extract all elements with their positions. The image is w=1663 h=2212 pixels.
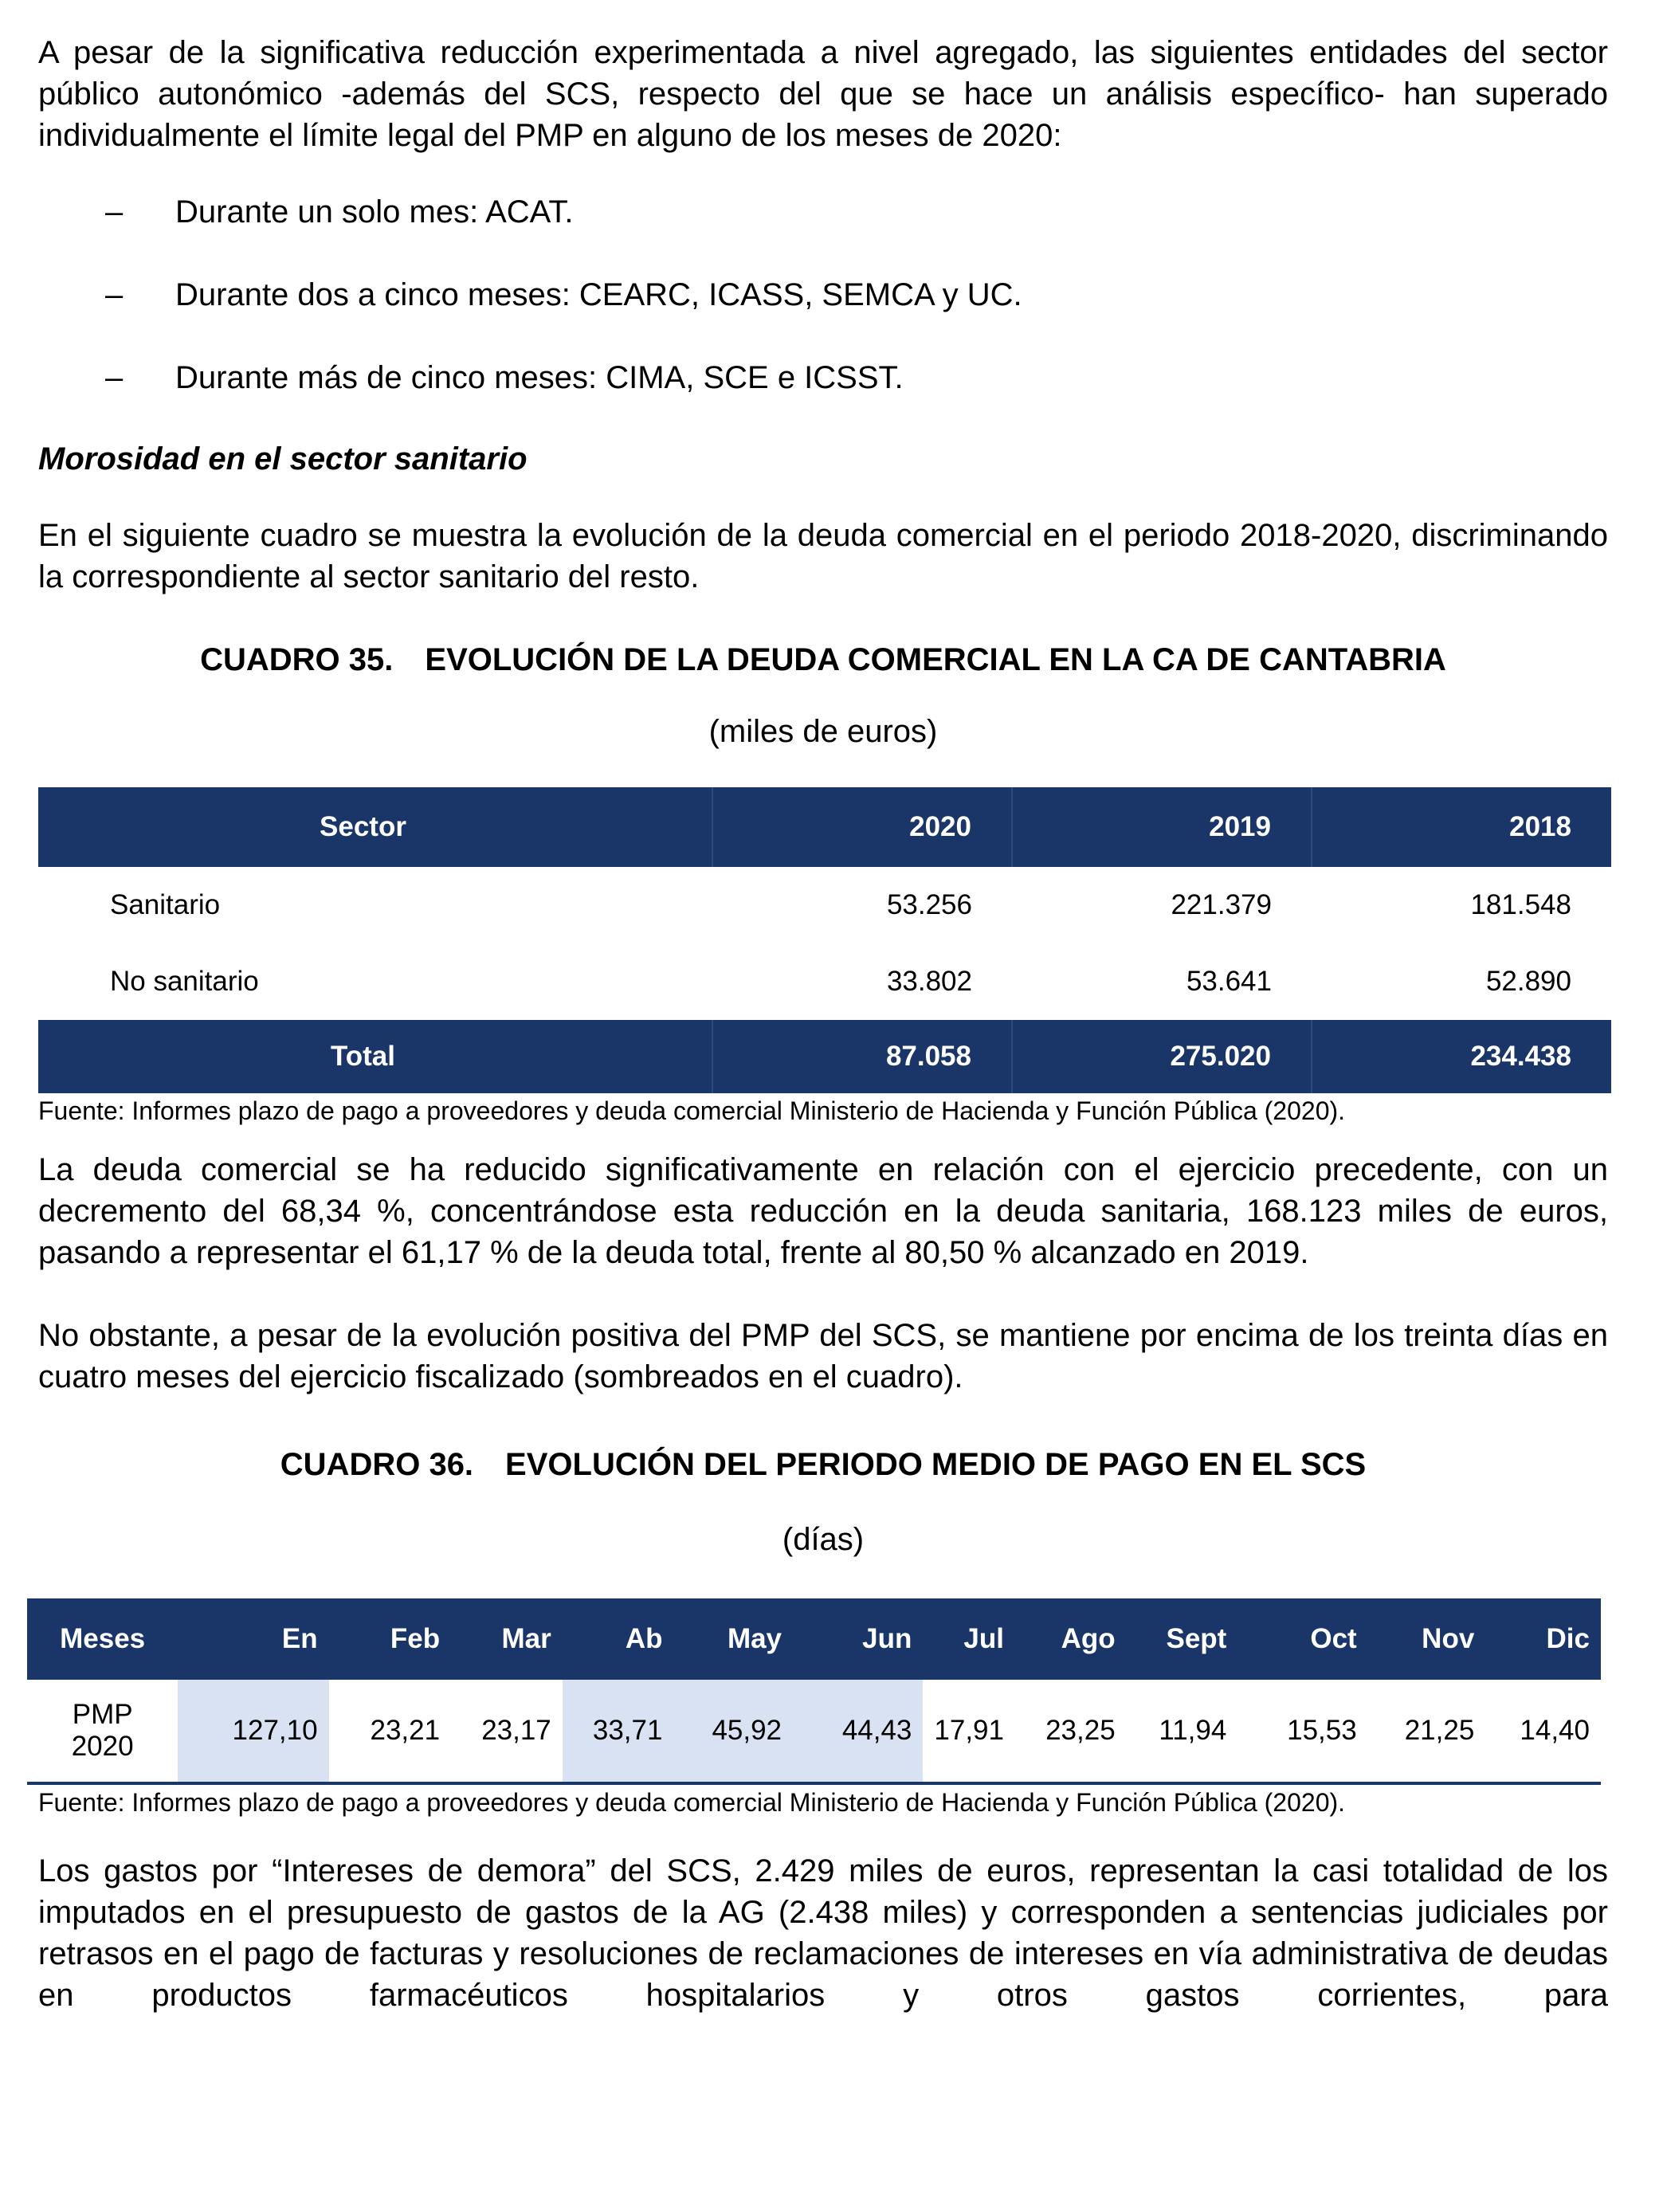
table36-title-text: EVOLUCIÓN DEL PERIODO MEDIO DE PAGO EN EL SCS [505,1447,1367,1482]
pmp-value: 23,21 [329,1680,452,1783]
table36-header-row [27,1598,1601,1680]
bullet-text: Durante dos a cinco meses: CEARC, ICASS, SEMCA y UC. [175,277,1022,312]
table35-units: (miles de euros) [708,714,938,749]
pmp-value: 127,10 [178,1680,328,1783]
paragraph-3: La deuda comercial se ha reducido significativamente en relación con el ejercicio precedente, con un decremento del 68,34 %, concentrándose esta reducción en la deuda sanitaria, 168.123 miles de euros, pasando a representar el 61,17 % de la deuda total, frente al 80,50 % alcanzado en 2019. [38,1152,1608,1270]
paragraph-2: En el siguiente cuadro se muestra la evolución de la deuda comercial en el periodo 2018-2020, discriminando la correspondiente al sector sanitario del resto. [38,518,1608,594]
month-header: Nov [1368,1598,1486,1680]
pmp-value: 45,92 [673,1680,793,1783]
month-header: En [178,1598,328,1680]
pmp-value: 33,71 [563,1680,674,1783]
month-header: Ago [1015,1598,1127,1680]
row-label: No sanitario [110,966,259,997]
cell-value: 181.548 [1470,889,1571,920]
month-header: Ab [563,1598,674,1680]
cell-value: 221.379 [1171,889,1272,920]
cell-value: 53.256 [886,889,972,920]
table-row [38,943,1611,1020]
pmp-value: 21,25 [1368,1680,1486,1783]
table36-title [38,1444,1608,1485]
bullet-item [38,274,1608,316]
bullet-dash: – [105,277,124,312]
bullet-text: Durante más de cinco meses: CIMA, SCE e ICSST. [175,360,904,395]
table35-number: CUADRO 35. [200,642,394,677]
table36-pmp-row [27,1680,1601,1783]
month-header: Jul [923,1598,1015,1680]
intro-paragraph: A pesar de la significativa reducción experimentada a nivel agregado, las siguientes entidades del sector público autonómico -además del SCS, respecto del que se hace un análisis específico- han superado individualmente el límite legal del PMP en alguno de los meses de 2020: [38,35,1608,153]
bullet-dash: – [105,194,124,229]
table35-title [38,639,1608,680]
table36-header-meses: Meses [27,1598,178,1680]
cell-value: 52.890 [1485,966,1571,997]
pmp-value: 44,43 [793,1680,923,1783]
pmp-value: 15,53 [1237,1680,1367,1783]
table35-source: Fuente: Informes plazo de pago a proveedores y deuda comercial Ministerio de Hacienda y Función Pública (2020). [38,1096,1346,1125]
month-header: Dic [1485,1598,1601,1680]
table35-title-text: EVOLUCIÓN DE LA DEUDA COMERCIAL EN LA CA DE CANTABRIA [425,642,1446,677]
table35-header-2020: 2020 [712,787,1012,867]
total-label: Total [38,1020,712,1093]
pmp-value: 14,40 [1485,1680,1601,1783]
row-label-line: 2020 [71,1731,134,1762]
row-label-line: PMP [72,1699,133,1730]
bullet-dash: – [105,360,124,395]
bullet-item [38,357,1608,398]
table35-total-row [38,1020,1611,1093]
table36-units: (días) [782,1522,865,1557]
bullet-text: Durante un solo mes: ACAT. [175,194,574,229]
pmp-value: 23,17 [451,1680,563,1783]
bullet-list [38,191,1608,398]
month-header: Feb [329,1598,452,1680]
table35-header-2019: 2019 [1012,787,1312,867]
total-value: 275.020 [1012,1020,1312,1093]
document-page [38,32,1608,2016]
table-row [38,867,1611,943]
month-header: Sept [1127,1598,1238,1680]
month-header: May [673,1598,793,1680]
total-value: 234.438 [1312,1020,1611,1093]
bullet-item [38,191,1608,233]
paragraph-5: Los gastos por “Intereses de demora” del SCS, 2.429 miles de euros, representan la casi totalidad de los imputados en el presupuesto de gastos de la AG (2.438 miles) y corresponden a sentencias judiciales por retrasos en el pago de facturas y resoluciones de reclamaciones de intereses en vía administrativa de deudas en productos farmacéuticos hospitalarios y otros gastos corrientes, para [38,1853,1608,2013]
total-value: 87.058 [712,1020,1012,1093]
table35 [38,787,1611,1093]
table35-header-row [38,787,1611,867]
table35-header-2018: 2018 [1312,787,1611,867]
table36 [27,1598,1601,1785]
pmp-value: 17,91 [923,1680,1015,1783]
month-header: Oct [1237,1598,1367,1680]
section-subheading: Morosidad en el sector sanitario [38,441,528,477]
cell-value: 53.641 [1186,966,1272,997]
month-header: Jun [793,1598,923,1680]
pmp-value: 11,94 [1127,1680,1238,1783]
table35-header-sector: Sector [38,787,712,867]
row-label: Sanitario [110,889,221,920]
month-header: Mar [451,1598,563,1680]
row-label [27,1680,178,1783]
table36-source: Fuente: Informes plazo de pago a proveedores y deuda comercial Ministerio de Hacienda y Función Pública (2020). [38,1788,1346,1817]
table36-number: CUADRO 36. [280,1447,474,1482]
paragraph-4: No obstante, a pesar de la evolución positiva del PMP del SCS, se mantiene por encima de los treinta días en cuatro meses del ejercicio fiscalizado (sombreados en el cuadro). [38,1318,1608,1394]
cell-value: 33.802 [886,966,972,997]
pmp-value: 23,25 [1015,1680,1127,1783]
